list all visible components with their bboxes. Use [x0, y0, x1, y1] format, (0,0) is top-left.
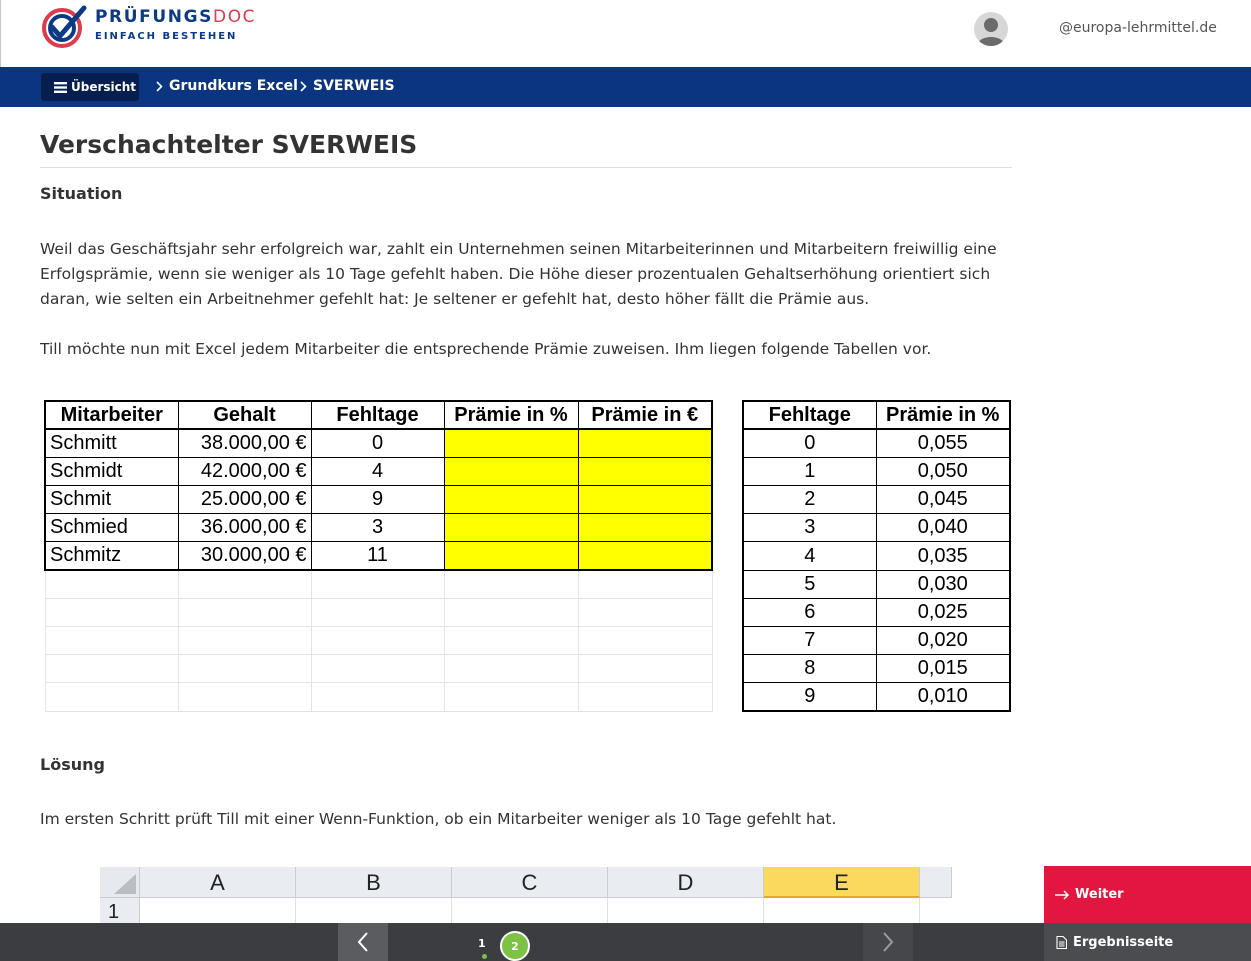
solution-paragraph: Im ersten Schritt prüft Till mit einer Wenn-Funktion, ob ein Mitarbeiter weniger als 10 Tage gefehlt hat.	[40, 810, 837, 828]
chevron-left-icon	[357, 932, 369, 952]
document-icon	[1056, 936, 1067, 949]
column-header-e-selected: E	[764, 867, 920, 898]
table-row	[743, 429, 1010, 457]
table-row	[743, 627, 1010, 655]
chevron-right-icon	[156, 81, 163, 92]
absence-days-cell: 2	[743, 486, 876, 514]
table-header-row	[743, 401, 1010, 429]
column-header: Fehltage	[743, 401, 876, 429]
absence-days-cell: 0	[743, 429, 876, 457]
table-row	[743, 683, 1010, 711]
weiter-label: Weiter	[1075, 887, 1124, 902]
solution-heading: Lösung	[40, 755, 105, 774]
site-header	[0, 0, 1251, 67]
bonus-percent-cell	[444, 457, 578, 485]
bonus-rate-cell: 0,040	[876, 514, 1010, 542]
bonus-rate-cell: 0,055	[876, 429, 1010, 457]
column-header: Prämie in %	[444, 401, 578, 429]
table-row	[743, 598, 1010, 626]
user-avatar-icon[interactable]	[974, 12, 1008, 46]
absence-days-cell: 6	[743, 598, 876, 626]
brand-tagline: EINFACH BESTEHEN	[95, 31, 238, 42]
bonus-euro-cell	[578, 486, 712, 514]
next-page-button[interactable]	[863, 923, 913, 961]
bonus-rate-cell: 0,010	[876, 683, 1010, 711]
user-email[interactable]: @europa-lehrmittel.de	[1059, 20, 1217, 36]
employee-table	[44, 400, 713, 712]
breadcrumb-grundkurs-excel[interactable]	[156, 78, 298, 94]
salary-cell: 42.000,00 €	[178, 457, 311, 485]
bonus-rate-cell: 0,050	[876, 457, 1010, 485]
absence-days-cell: 1	[743, 457, 876, 485]
bonus-percent-cell	[444, 429, 578, 457]
brand-name: PRÜFUNGSDOC	[95, 7, 257, 27]
bonus-euro-cell	[578, 429, 712, 457]
column-header: Fehltage	[311, 401, 444, 429]
salary-cell: 30.000,00 €	[178, 542, 311, 570]
employee-name: Schmit	[45, 486, 178, 514]
excel-grid-screenshot	[100, 867, 952, 927]
previous-page-button[interactable]	[338, 923, 388, 961]
weiter-button[interactable]	[1044, 866, 1251, 923]
empty-row	[45, 655, 712, 683]
table-row	[743, 570, 1010, 598]
bonus-rate-cell: 0,030	[876, 570, 1010, 598]
absence-days-cell: 4	[311, 457, 444, 485]
bonus-euro-cell	[578, 457, 712, 485]
results-page-button[interactable]	[1044, 923, 1251, 961]
results-label: Ergebnisseite	[1073, 934, 1174, 950]
chevron-right-icon	[882, 932, 894, 952]
absence-days-cell: 0	[311, 429, 444, 457]
table-row	[743, 542, 1010, 570]
table-row	[45, 486, 712, 514]
page-title: Verschachtelter SVERWEIS	[40, 130, 418, 159]
breadcrumb-sverweis[interactable]	[300, 78, 395, 94]
bonus-rate-cell: 0,015	[876, 655, 1010, 683]
salary-cell: 38.000,00 €	[178, 429, 311, 457]
salary-cell: 25.000,00 €	[178, 486, 311, 514]
table-row	[743, 486, 1010, 514]
arrow-right-icon	[1055, 890, 1070, 900]
bonus-lookup-table	[742, 400, 1011, 712]
table-row	[45, 457, 712, 485]
absence-days-cell: 7	[743, 627, 876, 655]
column-header-c: C	[452, 867, 608, 898]
table-row	[743, 514, 1010, 542]
brand-logo-icon[interactable]	[41, 5, 87, 49]
column-header: Prämie in %	[876, 401, 1010, 429]
empty-row	[45, 627, 712, 655]
employee-name: Schmitt	[45, 429, 178, 457]
column-header-b: B	[296, 867, 452, 898]
breadcrumb-label: SVERWEIS	[313, 78, 395, 94]
bonus-rate-cell: 0,035	[876, 542, 1010, 570]
page-2-current[interactable]: 2	[500, 931, 530, 961]
column-header-blank	[920, 867, 952, 898]
column-header: Gehalt	[178, 401, 311, 429]
employee-name: Schmitz	[45, 542, 178, 570]
bonus-percent-cell	[444, 542, 578, 570]
employee-name: Schmied	[45, 514, 178, 542]
bonus-rate-cell: 0,020	[876, 627, 1010, 655]
hamburger-icon	[54, 82, 67, 93]
select-all-corner	[100, 867, 140, 898]
page-1-indicator	[482, 954, 487, 959]
absence-days-cell: 9	[743, 683, 876, 711]
bonus-rate-cell: 0,025	[876, 598, 1010, 626]
table-row	[45, 514, 712, 542]
empty-row	[45, 598, 712, 626]
overview-button[interactable]	[41, 73, 139, 101]
table-header-row	[45, 401, 712, 429]
absence-days-cell: 3	[743, 514, 876, 542]
absence-days-cell: 9	[311, 486, 444, 514]
salary-cell: 36.000,00 €	[178, 514, 311, 542]
absence-days-cell: 11	[311, 542, 444, 570]
column-header: Prämie in €	[578, 401, 712, 429]
page-1-link[interactable]: 1	[478, 937, 486, 950]
situation-paragraph: Weil das Geschäftsjahr sehr erfolgreich war, zahlt ein Unternehmen seinen Mitarbeiterinnen und Mitarbeitern freiwillig eine Erfolgsprämie, wenn sie weniger als 10 Tage gefehlt haben. Die Höhe dieser prozentualen Gehaltserhöhung orientiert sich daran, wie selten ein Arbeitnehmer gefehlt hat: Je seltener er gefehlt hat, desto höher fällt die Prämie aus.	[40, 240, 997, 308]
table-row	[743, 457, 1010, 485]
overview-label: Übersicht	[71, 80, 137, 94]
row-header-1: 1	[100, 898, 140, 927]
table-row	[743, 655, 1010, 683]
column-header-d: D	[608, 867, 764, 898]
empty-row	[45, 570, 712, 598]
chevron-right-icon	[300, 81, 307, 92]
situation-heading: Situation	[40, 184, 123, 203]
bonus-euro-cell	[578, 542, 712, 570]
bonus-percent-cell	[444, 514, 578, 542]
bonus-percent-cell	[444, 486, 578, 514]
situation-paragraph-2: Till möchte nun mit Excel jedem Mitarbeiter die entsprechende Prämie zuweisen. Ihm liegen folgende Tabellen vor.	[40, 340, 932, 358]
bonus-rate-cell: 0,045	[876, 486, 1010, 514]
table-row	[45, 429, 712, 457]
column-header: Mitarbeiter	[45, 401, 178, 429]
absence-days-cell: 3	[311, 514, 444, 542]
absence-days-cell: 8	[743, 655, 876, 683]
breadcrumb-label: Grundkurs Excel	[169, 78, 298, 94]
empty-row	[45, 683, 712, 711]
breadcrumb-bar	[0, 67, 1251, 107]
title-divider	[40, 167, 1012, 168]
absence-days-cell: 5	[743, 570, 876, 598]
employee-name: Schmidt	[45, 457, 178, 485]
table-row	[45, 542, 712, 570]
absence-days-cell: 4	[743, 542, 876, 570]
bonus-euro-cell	[578, 514, 712, 542]
column-header-a: A	[140, 867, 296, 898]
